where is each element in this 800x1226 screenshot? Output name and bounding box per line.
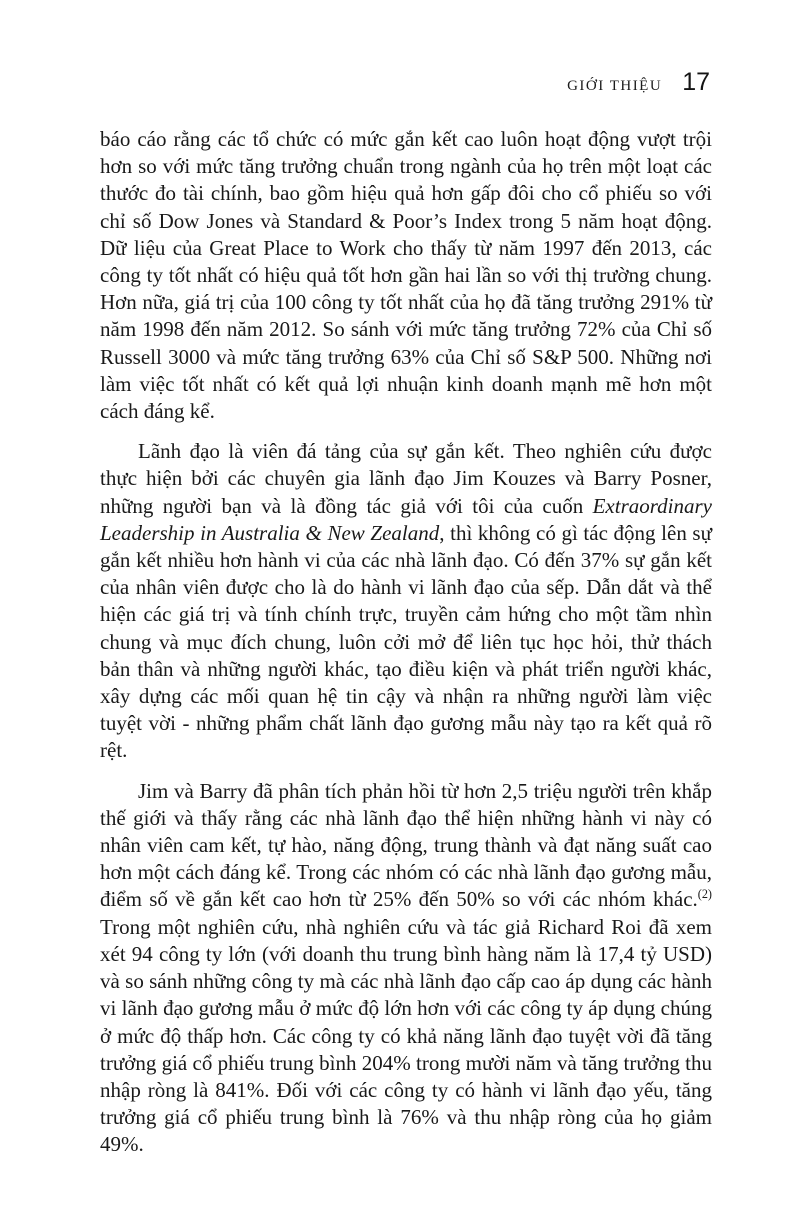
- page-number: 17: [682, 68, 710, 96]
- paragraph-3-text-after-footnote: Trong một nghiên cứu, nhà nghiên cứu và tác giả Richard Roi đã xem xét 94 công ty lớn (với doanh thu trung bình hàng năm là 17,4 tỷ USD) và so sánh những công ty mà các nhà lãnh đạo cấp cao áp dụng các hành vi lãnh đạo gương mẫu ở mức độ lớn hơn với các công ty áp dụng chúng ở mức độ thấp hơn. Các công ty có khả năng lãnh đạo tuyệt vời đã tăng trưởng giá cổ phiếu trung bình 204% trong mười năm và tăng trưởng thu nhập ròng là 841%. Đối với các công ty có hành vi lãnh đạo yếu, tăng trưởng giá cổ phiếu trung bình là 76% và thu nhập ròng của họ giảm 49%.: [100, 914, 712, 1157]
- section-title: GIỚI THIỆU: [567, 78, 663, 94]
- paragraph-1-text: báo cáo rằng các tổ chức có mức gắn kết cao luôn hoạt động vượt trội hơn so với mức tăng trưởng chuẩn trong ngành của họ trên một loạt các thước đo tài chính, bao gồm hiệu quả hơn gấp đôi cho cổ phiếu so với chỉ số Dow Jones và Standard & Poor’s Index trong 5 năm hoạt động. Dữ liệu của Great Place to Work cho thấy từ năm 1997 đến 2013, các công ty tốt nhất có hiệu quả tốt hơn gần hai lần so với thị trường chung. Hơn nữa, giá trị của 100 công ty tốt nhất của họ đã tăng trưởng 291% từ năm 1998 đến năm 2012. So sánh với mức tăng trưởng 72% của Chỉ số Russell 3000 và mức tăng trưởng 63% của Chỉ số S&P 500. Những nơi làm việc tốt nhất có kết quả lợi nhuận kinh doanh mạnh mẽ hơn một cách đáng kể.: [100, 127, 712, 424]
- paragraph-2-text-before-italic: Lãnh đạo là viên đá tảng của sự gắn kết. Theo nghiên cứu được thực hiện bởi các chuyên gia lãnh đạo Jim Kouzes và Barry Posner, những người bạn và là đồng tác giả với tôi của cuốn: [100, 439, 712, 518]
- paragraph-3: [100, 778, 712, 1159]
- body-text: [100, 126, 712, 1172]
- running-head: [100, 68, 710, 97]
- paragraph-2: [100, 438, 712, 764]
- paragraph-1: [100, 126, 712, 425]
- paragraph-2-book-title-italic: Extraordinary Leadership in Australia & New Zealand: [100, 493, 712, 545]
- footnote-reference-2: (2): [697, 887, 712, 902]
- paragraph-2-text-after-italic: , thì không có gì tác động lên sự gắn kết nhiều hơn hành vi của các nhà lãnh đạo. Có đến 37% sự gắn kết của nhân viên được cho là do hành vi lãnh đạo của sếp. Dẫn dắt và thể hiện các giá trị và tính chính trực, truyền cảm hứng cho một tầm nhìn chung và mục đích chung, luôn cởi mở để liên tục học hỏi, thử thách bản thân và những người khác, tạo điều kiện và phát triển người khác, xây dựng các mối quan hệ tin cậy và nhận ra những người làm việc tuyệt vời - những phẩm chất lãnh đạo gương mẫu này tạo ra kết quả rõ rệt.: [100, 520, 712, 763]
- paragraph-3-text-before-footnote: Jim và Barry đã phân tích phản hồi từ hơn 2,5 triệu người trên khắp thế giới và thấy rằng các nhà lãnh đạo thể hiện những hành vi này có nhân viên cam kết, tự hào, năng động, trung thành và đạt năng suất cao hơn một cách đáng kể. Trong các nhóm có các nhà lãnh đạo gương mẫu, điểm số về gắn kết cao hơn từ 25% đến 50% so với các nhóm khác.: [100, 778, 712, 912]
